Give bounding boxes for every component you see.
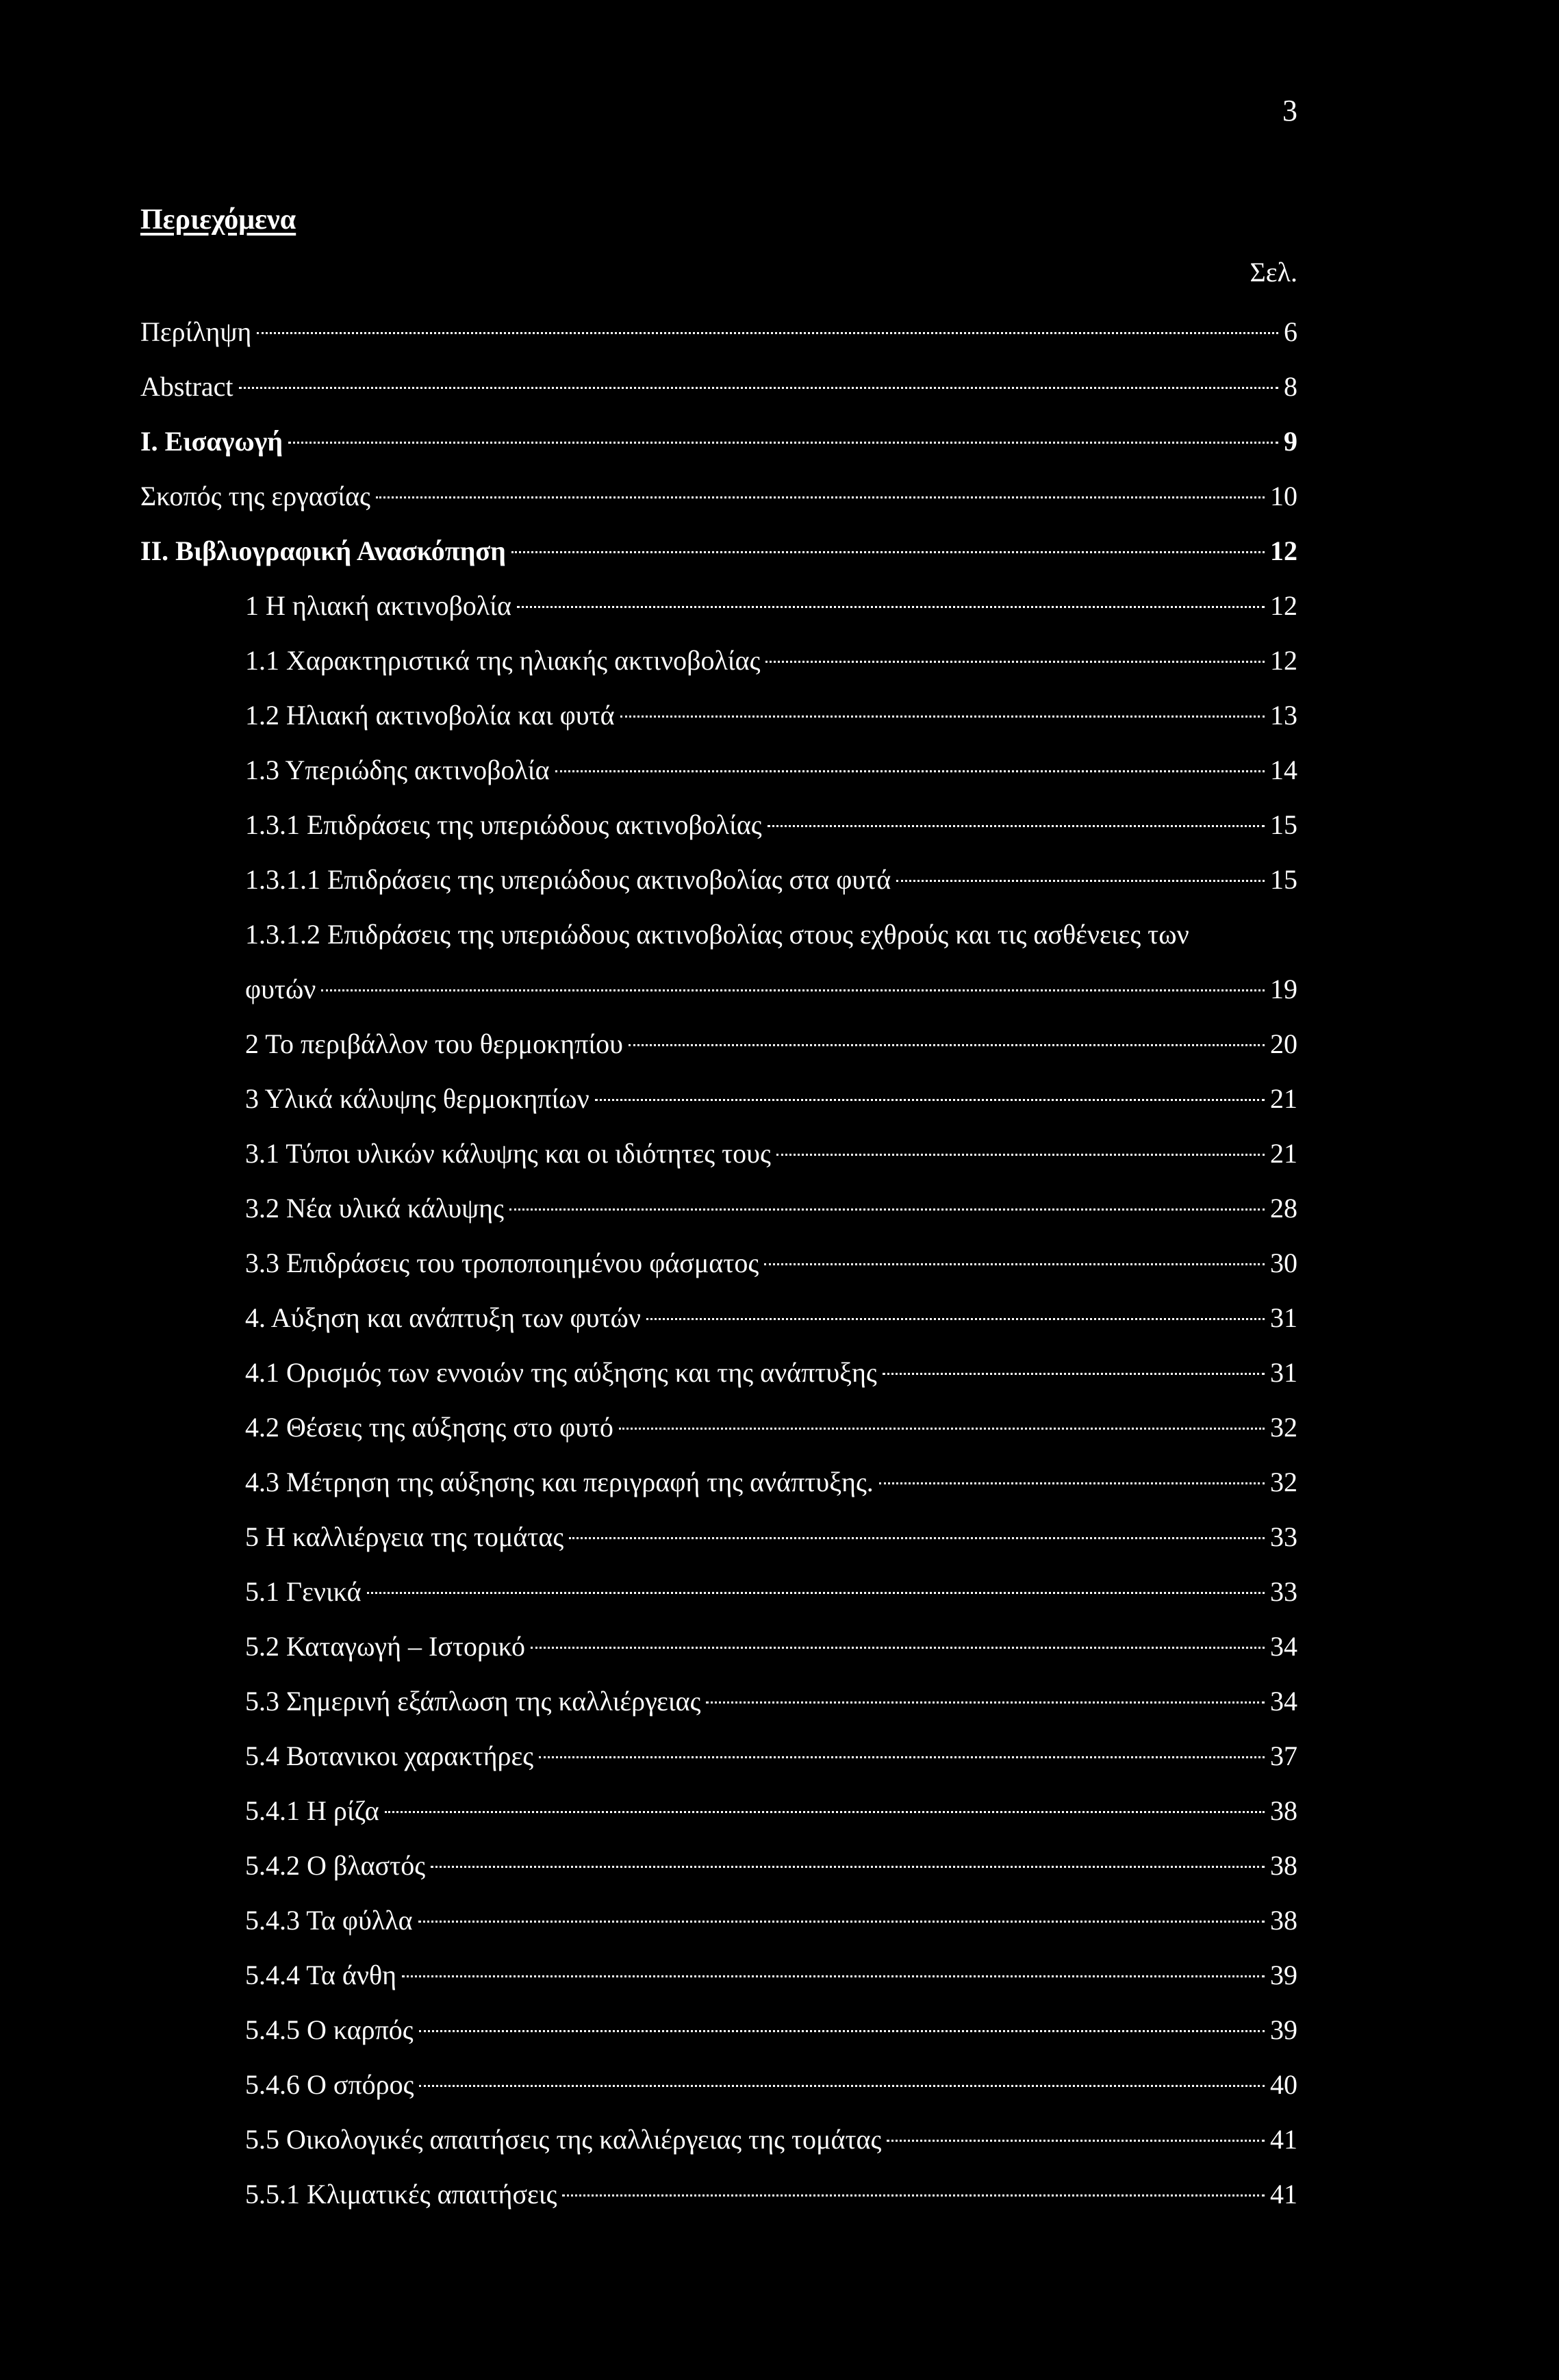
toc-entry-title: Περίληψη <box>140 316 252 347</box>
toc-entry-title: 5.1 Γενικά <box>245 1576 362 1607</box>
toc-entry-page: 8 <box>1284 371 1297 402</box>
dot-leader <box>887 2140 1265 2142</box>
toc-entry[interactable] <box>140 1126 1297 1181</box>
dot-leader <box>402 1975 1265 1977</box>
toc-entry[interactable] <box>140 1400 1297 1455</box>
toc-entry[interactable] <box>140 1729 1297 1784</box>
toc-entry-title: 5.3 Σημερινή εξάπλωση της καλλιέργειας <box>245 1686 701 1717</box>
toc-entry-title: 5.2 Καταγωγή – Ιστορικό <box>245 1631 525 1662</box>
toc-entry[interactable] <box>140 1510 1297 1565</box>
toc-entry-page: 21 <box>1270 1138 1297 1169</box>
toc-entry-page: 19 <box>1270 974 1297 1004</box>
toc-entry-title: 1 Η ηλιακή ακτινοβολία <box>245 590 512 621</box>
toc-entry-page: 40 <box>1270 2069 1297 2100</box>
dot-leader <box>646 1318 1265 1320</box>
toc-entry[interactable] <box>140 1072 1297 1126</box>
toc-entry-title: 4.2 Θέσεις της αύξησης στο φυτό <box>245 1412 613 1443</box>
dot-leader <box>768 825 1265 827</box>
toc-entry[interactable] <box>140 633 1297 688</box>
toc-entry[interactable] <box>140 1674 1297 1729</box>
dot-leader <box>257 332 1278 334</box>
page-column-label: Σελ. <box>1250 257 1297 288</box>
toc-entry-title: φυτών <box>245 974 316 1004</box>
dot-leader <box>569 1537 1265 1539</box>
dot-leader <box>321 989 1265 991</box>
dot-leader <box>385 1811 1265 1813</box>
toc-entry[interactable] <box>140 2167 1297 2222</box>
toc-entry[interactable] <box>140 524 1297 579</box>
toc-entry-page: 38 <box>1270 1850 1297 1881</box>
dot-leader <box>517 606 1265 608</box>
toc-entry[interactable] <box>140 1291 1297 1345</box>
toc-entry[interactable] <box>140 798 1297 852</box>
dot-leader <box>896 880 1265 882</box>
toc-entry[interactable] <box>140 1236 1297 1291</box>
toc-entry[interactable] <box>140 688 1297 743</box>
toc-entry[interactable] <box>140 305 1297 359</box>
toc-entry-page: 38 <box>1270 1905 1297 1936</box>
dot-leader <box>376 496 1265 498</box>
toc-entry-page: 12 <box>1270 590 1297 621</box>
toc-entry-title: 5.4.1 Η ρίζα <box>245 1795 379 1826</box>
toc-entry-page: 39 <box>1270 2014 1297 2045</box>
toc-entry-title: 5.5 Οικολογικές απαιτήσεις της καλλιέργειας της τομάτας <box>245 2124 882 2155</box>
toc-entry-page: 31 <box>1270 1302 1297 1333</box>
toc-entry-page: 9 <box>1284 426 1297 457</box>
toc-entry-title: 5.5.1 Κλιματικές απαιτήσεις <box>245 2179 557 2210</box>
toc-entry-title: 1.3 Υπεριώδης ακτινοβολία <box>245 755 550 785</box>
dot-leader <box>239 387 1278 389</box>
toc-entry-title: 5.4.6 Ο σπόρος <box>245 2069 414 2100</box>
toc-entry-title: 4.3 Μέτρηση της αύξησης και περιγραφή της ανάπτυξης. <box>245 1467 874 1497</box>
toc-entry[interactable] <box>140 1619 1297 1674</box>
toc-entry-title: Σκοπός της εργασίας <box>140 481 370 511</box>
toc-entry-page: 34 <box>1270 1631 1297 1662</box>
dot-leader <box>431 1866 1265 1868</box>
toc-entry[interactable] <box>140 1784 1297 1838</box>
toc-entry[interactable] <box>140 1345 1297 1400</box>
toc-entry-page: 38 <box>1270 1795 1297 1826</box>
toc-entry-page: 34 <box>1270 1686 1297 1717</box>
toc-entry-title: 3.2 Νέα υλικά κάλυψης <box>245 1193 504 1224</box>
toc-entry-title: 4. Αύξηση και ανάπτυξη των φυτών <box>245 1302 641 1333</box>
toc-entry-title: 1.3.1.1 Επιδράσεις της υπεριώδους ακτινοβολίας στα φυτά <box>245 864 891 895</box>
dot-leader <box>619 1428 1265 1430</box>
toc-entry-title: 2 Το περιβάλλον του θερμοκηπίου <box>245 1028 623 1059</box>
toc-list <box>140 305 1297 2222</box>
toc-entry[interactable] <box>140 1893 1297 1948</box>
dot-leader <box>418 1921 1265 1923</box>
dot-leader <box>595 1099 1265 1101</box>
dot-leader <box>511 551 1265 553</box>
toc-entry-page: 37 <box>1270 1740 1297 1771</box>
toc-entry-page: 33 <box>1270 1521 1297 1552</box>
toc-heading: Περιεχόμενα <box>140 204 296 236</box>
toc-entry-title: 5.4 Βοτανικοι χαρακτήρες <box>245 1740 534 1771</box>
toc-entry[interactable] <box>140 1181 1297 1236</box>
dot-leader <box>509 1208 1265 1211</box>
toc-entry[interactable] <box>140 579 1297 633</box>
toc-entry-page: 30 <box>1270 1248 1297 1278</box>
toc-entry[interactable] <box>140 469 1297 524</box>
dot-leader <box>765 661 1265 663</box>
toc-entry-page: 41 <box>1270 2179 1297 2210</box>
toc-entry-page: 10 <box>1270 481 1297 511</box>
toc-entry-title: 3.3 Επιδράσεις του τροποποιημένου φάσματος <box>245 1248 759 1278</box>
toc-entry-page: 32 <box>1270 1467 1297 1497</box>
dot-leader <box>629 1044 1265 1046</box>
toc-entry-title: 5 Η καλλιέργεια της τομάτας <box>245 1521 564 1552</box>
toc-entry-title: 5.4.5 Ο καρπός <box>245 2014 414 2045</box>
toc-entry-page: 12 <box>1270 645 1297 676</box>
toc-entry-page: 32 <box>1270 1412 1297 1443</box>
dot-leader <box>764 1263 1265 1265</box>
toc-entry-page: 31 <box>1270 1357 1297 1388</box>
dot-leader <box>531 1647 1265 1649</box>
toc-entry[interactable] <box>140 743 1297 798</box>
dot-leader <box>288 442 1278 444</box>
toc-entry[interactable] <box>140 2003 1297 2058</box>
toc-entry-page: 41 <box>1270 2124 1297 2155</box>
toc-entry-page: 14 <box>1270 755 1297 785</box>
dot-leader <box>620 716 1265 718</box>
toc-entry-title: 1.3.1.2 Επιδράσεις της υπεριώδους ακτινοβολίας στους εχθρούς και τις ασθένειες των <box>245 919 1189 950</box>
toc-entry[interactable] <box>140 359 1297 414</box>
dot-leader <box>539 1756 1265 1758</box>
toc-entry-title: I. Εισαγωγή <box>140 426 283 457</box>
toc-entry[interactable] <box>140 2058 1297 2112</box>
dot-leader <box>776 1154 1265 1156</box>
toc-entry[interactable] <box>140 414 1297 469</box>
toc-entry-title: 1.1 Χαρακτηριστικά της ηλιακής ακτινοβολίας <box>245 645 761 676</box>
toc-entry-page: 28 <box>1270 1193 1297 1224</box>
toc-entry[interactable] <box>140 1948 1297 2003</box>
toc-entry-title: 3 Υλικά κάλυψης θερμοκηπίων <box>245 1083 590 1114</box>
toc-entry-title: 3.1 Τύποι υλικών κάλυψης και οι ιδιότητες τους <box>245 1138 771 1169</box>
page-number: 3 <box>1282 94 1297 127</box>
toc-entry-continuation[interactable] <box>140 962 1297 1017</box>
toc-entry-page: 33 <box>1270 1576 1297 1607</box>
dot-leader <box>879 1482 1265 1484</box>
toc-entry-page: 15 <box>1270 864 1297 895</box>
toc-entry-title: 5.4.3 Τα φύλλα <box>245 1905 413 1936</box>
toc-entry[interactable] <box>140 1455 1297 1510</box>
toc-entry[interactable] <box>140 1838 1297 1893</box>
dot-leader <box>706 1701 1265 1704</box>
dot-leader <box>419 2085 1265 2087</box>
toc-entry-page: 39 <box>1270 1960 1297 1990</box>
toc-entry-title: 5.4.2 Ο βλαστός <box>245 1850 426 1881</box>
toc-entry-page: 12 <box>1270 535 1297 566</box>
toc-entry-title: II. Βιβλιογραφική Ανασκόπηση <box>140 535 506 566</box>
toc-entry-page: 20 <box>1270 1028 1297 1059</box>
toc-entry[interactable] <box>140 852 1297 907</box>
toc-entry[interactable] <box>140 1565 1297 1619</box>
toc-entry-title: Abstract <box>140 371 233 402</box>
dot-leader <box>883 1373 1265 1375</box>
toc-entry-title: 5.4.4 Τα άνθη <box>245 1960 397 1990</box>
toc-entry[interactable] <box>140 907 1297 962</box>
toc-entry-title: 1.3.1 Επιδράσεις της υπεριώδους ακτινοβολίας <box>245 809 762 840</box>
toc-entry-page: 13 <box>1270 700 1297 731</box>
toc-entry-page: 15 <box>1270 809 1297 840</box>
toc-entry-page: 21 <box>1270 1083 1297 1114</box>
toc-entry[interactable] <box>140 1017 1297 1072</box>
toc-entry-title: 4.1 Ορισμός των εννοιών της αύξησης και της ανάπτυξης <box>245 1357 877 1388</box>
dot-leader <box>367 1592 1265 1594</box>
toc-entry-title: 1.2 Ηλιακή ακτινοβολία και φυτά <box>245 700 615 731</box>
toc-entry-page: 6 <box>1284 316 1297 347</box>
toc-entry[interactable] <box>140 2112 1297 2167</box>
dot-leader <box>562 2194 1265 2197</box>
dot-leader <box>419 2030 1265 2032</box>
dot-leader <box>555 770 1265 772</box>
